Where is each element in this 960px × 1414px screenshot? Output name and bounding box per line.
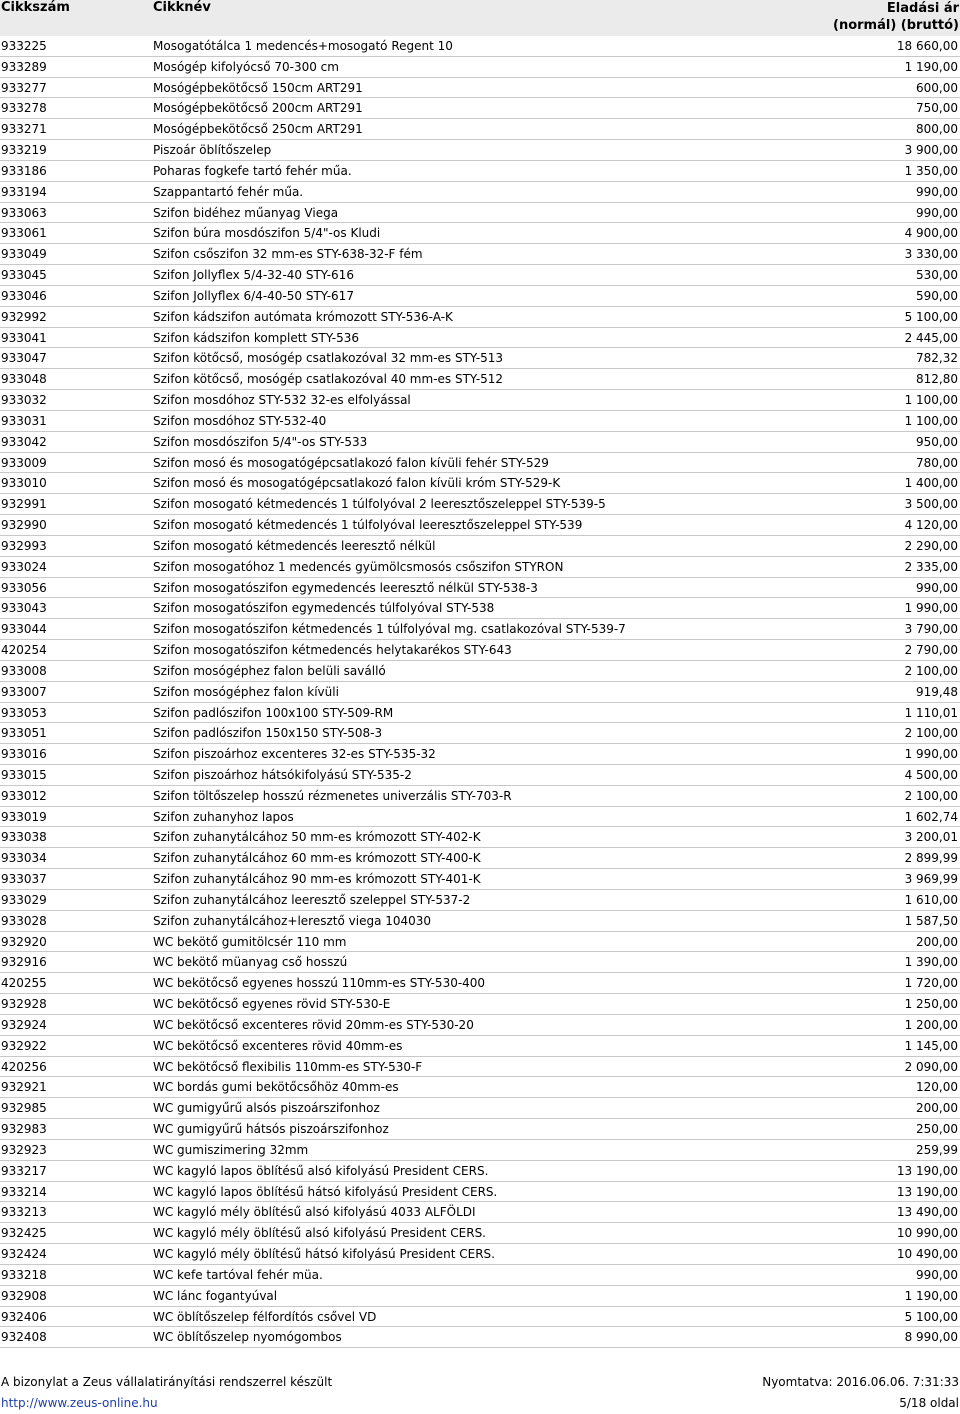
row-name: Szifon mosogató kétmedencés 1 túlfolyóval 2 leeresztőszeleppel STY-539-5 bbox=[153, 497, 606, 512]
row-name: WC öblítőszelep félfordítós csővel VD bbox=[153, 1309, 377, 1324]
row-code: 933271 bbox=[1, 122, 47, 137]
row-code: 932990 bbox=[1, 518, 47, 533]
row-name: Szifon mosdószifon 5/4"-os STY-533 bbox=[153, 434, 368, 449]
table-row bbox=[0, 515, 960, 536]
table-row bbox=[0, 682, 960, 703]
row-price: 2 445,00 bbox=[904, 330, 958, 345]
row-code: 933213 bbox=[1, 1205, 47, 1220]
footer-print-date: Nyomtatva: 2016.06.06. 7:31:33 bbox=[762, 1375, 959, 1389]
row-name: Szifon búra mosdószifon 5/4"-os Kludi bbox=[153, 226, 381, 241]
row-code: 933031 bbox=[1, 413, 47, 428]
row-code: 933219 bbox=[1, 143, 47, 158]
table-row bbox=[0, 848, 960, 869]
row-price: 2 290,00 bbox=[904, 538, 958, 553]
row-price: 2 335,00 bbox=[904, 559, 958, 574]
row-name: WC kagyló mély öblítésű alsó kifolyású 4033 ALFÖLDI bbox=[153, 1205, 476, 1220]
row-name: Szifon padlószifon 150x150 STY-508-3 bbox=[153, 726, 383, 741]
row-price: 3 500,00 bbox=[904, 497, 958, 512]
row-name: WC kagyló mély öblítésű alsó kifolyású President CERS. bbox=[153, 1226, 486, 1241]
table-row bbox=[0, 78, 960, 99]
row-code: 933289 bbox=[1, 59, 47, 74]
row-price: 3 330,00 bbox=[904, 247, 958, 262]
table-row bbox=[0, 411, 960, 432]
table-row bbox=[0, 703, 960, 724]
row-code: 933051 bbox=[1, 726, 47, 741]
row-price: 8 990,00 bbox=[904, 1330, 958, 1345]
row-price: 1 200,00 bbox=[904, 1017, 958, 1032]
table-row bbox=[0, 973, 960, 994]
row-price: 4 500,00 bbox=[904, 767, 958, 782]
row-price: 13 190,00 bbox=[896, 1184, 958, 1199]
row-code: 932993 bbox=[1, 538, 47, 553]
table-row bbox=[0, 182, 960, 203]
table-row bbox=[0, 1036, 960, 1057]
row-name: Szifon mosogatóhoz 1 medencés gyümölcsmosós csőszifon STYRON bbox=[153, 559, 564, 574]
row-name: Szifon csőszifon 32 mm-es STY-638-32-F fém bbox=[153, 247, 423, 262]
row-price: 1 145,00 bbox=[904, 1038, 958, 1053]
row-name: WC bekötő müanyag cső hosszú bbox=[153, 955, 348, 970]
table-row bbox=[0, 473, 960, 494]
row-price: 1 250,00 bbox=[904, 997, 958, 1012]
row-price: 120,00 bbox=[916, 1080, 958, 1095]
table-row bbox=[0, 453, 960, 474]
row-code: 933009 bbox=[1, 455, 47, 470]
table-row bbox=[0, 744, 960, 765]
column-header-name: Cikknév bbox=[153, 0, 211, 15]
row-price: 1 390,00 bbox=[904, 955, 958, 970]
table-header bbox=[0, 0, 960, 36]
row-price: 1 990,00 bbox=[904, 747, 958, 762]
table-row bbox=[0, 1098, 960, 1119]
row-code: 932923 bbox=[1, 1142, 47, 1157]
table-row bbox=[0, 307, 960, 328]
table-row bbox=[0, 1327, 960, 1348]
row-name: Szifon kádszifon komplett STY-536 bbox=[153, 330, 360, 345]
row-code: 933061 bbox=[1, 226, 47, 241]
table-row bbox=[0, 265, 960, 286]
row-code: 933217 bbox=[1, 1163, 47, 1178]
row-name: Szifon zuhanytálcához 90 mm-es krómozott STY-401-K bbox=[153, 872, 481, 887]
row-name: Szifon zuhanytálcához 60 mm-es krómozott STY-400-K bbox=[153, 851, 481, 866]
row-code: 932406 bbox=[1, 1309, 47, 1324]
table-row bbox=[0, 161, 960, 182]
row-name: Szifon zuhanytálcához leeresztő szeleppel STY-537-2 bbox=[153, 892, 471, 907]
table-row bbox=[0, 786, 960, 807]
row-price: 800,00 bbox=[916, 122, 958, 137]
row-price: 2 790,00 bbox=[904, 643, 958, 658]
row-name: Szappantartó fehér műa. bbox=[153, 184, 304, 199]
row-price: 2 100,00 bbox=[904, 663, 958, 678]
row-price: 590,00 bbox=[916, 288, 958, 303]
row-name: Szifon mosogatószifon egymedencés leeresztő nélkül STY-538-3 bbox=[153, 580, 538, 595]
row-code: 932408 bbox=[1, 1330, 47, 1345]
row-code: 933194 bbox=[1, 184, 47, 199]
row-name: Szifon mosdóhoz STY-532 32-es elfolyással bbox=[153, 393, 411, 408]
row-code: 420256 bbox=[1, 1059, 47, 1074]
price-label-line2: (normál) (bruttó) bbox=[833, 18, 959, 33]
row-name: Szifon kötőcső, mosógép csatlakozóval 40 mm-es STY-512 bbox=[153, 372, 504, 387]
table-row bbox=[0, 1286, 960, 1307]
table-row bbox=[0, 598, 960, 619]
row-name: Szifon mosógéphez falon kívüli bbox=[153, 684, 339, 699]
row-name: WC bekötőcső egyenes hosszú 110mm-es STY-530-400 bbox=[153, 976, 486, 991]
row-name: Szifon Jollyflex 5/4-32-40 STY-616 bbox=[153, 268, 354, 283]
row-price: 3 969,99 bbox=[904, 872, 958, 887]
table-row bbox=[0, 640, 960, 661]
row-name: WC kagyló mély öblítésű hátsó kifolyású President CERS. bbox=[153, 1247, 495, 1262]
row-name: WC kagyló lapos öblítésű alsó kifolyású President CERS. bbox=[153, 1163, 489, 1178]
row-price: 18 660,00 bbox=[896, 39, 958, 53]
row-name: Szifon mosó és mosogatógépcsatlakozó falon kívüli fehér STY-529 bbox=[153, 455, 549, 470]
table-row bbox=[0, 578, 960, 599]
table-row bbox=[0, 994, 960, 1015]
row-price: 1 610,00 bbox=[904, 892, 958, 907]
row-price: 4 900,00 bbox=[904, 226, 958, 241]
row-code: 932908 bbox=[1, 1288, 47, 1303]
row-code: 933044 bbox=[1, 622, 47, 637]
price-label-line1: Eladási ár bbox=[886, 1, 959, 16]
page-footer bbox=[0, 1375, 960, 1414]
row-code: 933277 bbox=[1, 80, 47, 95]
row-code: 932916 bbox=[1, 955, 47, 970]
row-name: WC bekötőcső excenteres rövid 20mm-es STY-530-20 bbox=[153, 1017, 474, 1032]
row-code: 932983 bbox=[1, 1122, 47, 1137]
row-name: Szifon mosdóhoz STY-532-40 bbox=[153, 413, 327, 428]
row-name: WC kefe tartóval fehér müa. bbox=[153, 1267, 323, 1282]
table-row bbox=[0, 1140, 960, 1161]
table-row bbox=[0, 1307, 960, 1328]
row-name: Szifon zuhanyhoz lapos bbox=[153, 809, 294, 824]
row-code: 933046 bbox=[1, 288, 47, 303]
row-price: 530,00 bbox=[916, 268, 958, 283]
row-price: 4 120,00 bbox=[904, 518, 958, 533]
table-row bbox=[0, 827, 960, 848]
row-price: 780,00 bbox=[916, 455, 958, 470]
row-code: 933043 bbox=[1, 601, 47, 616]
table-row bbox=[0, 140, 960, 161]
table-row bbox=[0, 1015, 960, 1036]
product-table-body bbox=[0, 36, 960, 1348]
row-name: WC bordás gumi bekötőcsőhöz 40mm-es bbox=[153, 1080, 399, 1095]
row-name: Szifon zuhanytálcához+leresztő viega 104030 bbox=[153, 913, 432, 928]
row-name: Szifon padlószifon 100x100 STY-509-RM bbox=[153, 705, 394, 720]
table-row bbox=[0, 807, 960, 828]
row-code: 933278 bbox=[1, 101, 47, 116]
row-name: Szifon kötőcső, mosógép csatlakozóval 32 mm-es STY-513 bbox=[153, 351, 504, 366]
row-name: WC gumigyűrű hátsós piszoárszifonhoz bbox=[153, 1122, 389, 1137]
row-name: Mosogatótálca 1 medencés+mosogató Regent 10 bbox=[153, 39, 453, 53]
row-price: 990,00 bbox=[916, 1267, 958, 1282]
row-name: Mosógép kifolyócső 70-300 cm bbox=[153, 59, 339, 74]
row-price: 13 490,00 bbox=[896, 1205, 958, 1220]
row-name: WC gumiszimering 32mm bbox=[153, 1142, 309, 1157]
row-name: Szifon töltőszelep hosszú rézmenetes univerzális STY-703-R bbox=[153, 788, 512, 803]
table-row bbox=[0, 369, 960, 390]
table-row bbox=[0, 723, 960, 744]
row-name: WC lánc fogantyúval bbox=[153, 1288, 278, 1303]
row-code: 933024 bbox=[1, 559, 47, 574]
row-name: Szifon mosogatószifon egymedencés túlfolyóval STY-538 bbox=[153, 601, 495, 616]
row-code: 420255 bbox=[1, 976, 47, 991]
table-row bbox=[0, 223, 960, 244]
row-price: 1 350,00 bbox=[904, 163, 958, 178]
row-code: 932924 bbox=[1, 1017, 47, 1032]
table-row bbox=[0, 869, 960, 890]
row-code: 420254 bbox=[1, 643, 47, 658]
row-price: 2 899,99 bbox=[904, 851, 958, 866]
row-code: 933008 bbox=[1, 663, 47, 678]
table-row bbox=[0, 557, 960, 578]
row-price: 990,00 bbox=[916, 205, 958, 220]
row-code: 933007 bbox=[1, 684, 47, 699]
row-code: 933063 bbox=[1, 205, 47, 220]
row-code: 933225 bbox=[1, 39, 47, 53]
row-name: WC bekötő gumitölcsér 110 mm bbox=[153, 934, 347, 949]
row-name: Szifon mosogatószifon kétmedencés 1 túlfolyóval mg. csatlakozóval STY-539-7 bbox=[153, 622, 626, 637]
row-price: 1 100,00 bbox=[904, 393, 958, 408]
row-name: Szifon mosógéphez falon belüli saválló bbox=[153, 663, 386, 678]
row-code: 933049 bbox=[1, 247, 47, 262]
row-name: Mosógépbekötőcső 150cm ART291 bbox=[153, 80, 363, 95]
row-code: 933016 bbox=[1, 747, 47, 762]
table-row bbox=[0, 286, 960, 307]
table-row bbox=[0, 1161, 960, 1182]
row-price: 812,80 bbox=[916, 372, 958, 387]
table-row bbox=[0, 911, 960, 932]
row-code: 933012 bbox=[1, 788, 47, 803]
row-code: 933028 bbox=[1, 913, 47, 928]
table-row bbox=[0, 494, 960, 515]
row-code: 933041 bbox=[1, 330, 47, 345]
row-price: 950,00 bbox=[916, 434, 958, 449]
table-row bbox=[0, 765, 960, 786]
row-code: 933015 bbox=[1, 767, 47, 782]
row-price: 3 900,00 bbox=[904, 143, 958, 158]
row-name: Szifon Jollyflex 6/4-40-50 STY-617 bbox=[153, 288, 354, 303]
row-price: 10 490,00 bbox=[896, 1247, 958, 1262]
row-price: 5 100,00 bbox=[904, 309, 958, 324]
row-code: 933218 bbox=[1, 1267, 47, 1282]
table-row bbox=[0, 119, 960, 140]
row-code: 932424 bbox=[1, 1247, 47, 1262]
row-code: 933010 bbox=[1, 476, 47, 491]
row-code: 933053 bbox=[1, 705, 47, 720]
row-name: Szifon mosogatószifon kétmedencés helytakarékos STY-643 bbox=[153, 643, 512, 658]
table-row bbox=[0, 36, 960, 57]
row-code: 932425 bbox=[1, 1226, 47, 1241]
row-name: Szifon piszoárhoz excenteres 32-es STY-535-32 bbox=[153, 747, 436, 762]
table-row bbox=[0, 619, 960, 640]
row-price: 990,00 bbox=[916, 184, 958, 199]
row-code: 932922 bbox=[1, 1038, 47, 1053]
row-code: 933214 bbox=[1, 1184, 47, 1199]
table-row bbox=[0, 328, 960, 349]
table-row bbox=[0, 1057, 960, 1078]
row-price: 5 100,00 bbox=[904, 1309, 958, 1324]
row-price: 1 190,00 bbox=[904, 59, 958, 74]
row-name: Szifon bidéhez műanyag Viega bbox=[153, 205, 339, 220]
table-row bbox=[0, 57, 960, 78]
row-name: Szifon piszoárhoz hátsókifolyású STY-535-2 bbox=[153, 767, 412, 782]
row-price: 3 790,00 bbox=[904, 622, 958, 637]
row-price: 919,48 bbox=[916, 684, 958, 699]
row-price: 990,00 bbox=[916, 580, 958, 595]
row-code: 932928 bbox=[1, 997, 47, 1012]
table-row bbox=[0, 1202, 960, 1223]
row-name: Szifon kádszifon autómata krómozott STY-536-A-K bbox=[153, 309, 453, 324]
row-price: 1 190,00 bbox=[904, 1288, 958, 1303]
row-price: 1 720,00 bbox=[904, 976, 958, 991]
table-row bbox=[0, 661, 960, 682]
row-price: 2 100,00 bbox=[904, 788, 958, 803]
row-name: Mosógépbekötőcső 200cm ART291 bbox=[153, 101, 363, 116]
row-code: 932985 bbox=[1, 1101, 47, 1116]
row-code: 932992 bbox=[1, 309, 47, 324]
row-code: 933029 bbox=[1, 892, 47, 907]
row-price: 200,00 bbox=[916, 1101, 958, 1116]
row-code: 933056 bbox=[1, 580, 47, 595]
row-price: 13 190,00 bbox=[896, 1163, 958, 1178]
row-name: WC bekötőcső excenteres rövid 40mm-es bbox=[153, 1038, 403, 1053]
row-price: 1 587,50 bbox=[904, 913, 958, 928]
row-code: 932920 bbox=[1, 934, 47, 949]
row-name: Szifon zuhanytálcához 50 mm-es krómozott STY-402-K bbox=[153, 830, 481, 845]
table-row bbox=[0, 203, 960, 224]
table-row bbox=[0, 890, 960, 911]
row-price: 10 990,00 bbox=[896, 1226, 958, 1241]
table-row bbox=[0, 932, 960, 953]
row-price: 3 200,01 bbox=[904, 830, 958, 845]
table-row bbox=[0, 390, 960, 411]
table-row bbox=[0, 952, 960, 973]
table-row bbox=[0, 1077, 960, 1098]
footer-page-number: 5/18 oldal bbox=[899, 1396, 959, 1410]
row-code: 933038 bbox=[1, 830, 47, 845]
row-price: 200,00 bbox=[916, 934, 958, 949]
row-name: WC gumigyűrű alsós piszoárszifonhoz bbox=[153, 1101, 380, 1116]
table-row bbox=[0, 536, 960, 557]
row-name: Szifon mosogató kétmedencés 1 túlfolyóval leeresztőszeleppel STY-539 bbox=[153, 518, 583, 533]
row-code: 933034 bbox=[1, 851, 47, 866]
table-row bbox=[0, 1244, 960, 1265]
row-price: 2 090,00 bbox=[904, 1059, 958, 1074]
row-price: 1 602,74 bbox=[904, 809, 958, 824]
row-code: 932921 bbox=[1, 1080, 47, 1095]
row-price: 600,00 bbox=[916, 80, 958, 95]
row-code: 933019 bbox=[1, 809, 47, 824]
row-code: 933047 bbox=[1, 351, 47, 366]
row-code: 933045 bbox=[1, 268, 47, 283]
table-row bbox=[0, 1119, 960, 1140]
row-code: 932991 bbox=[1, 497, 47, 512]
row-name: Poharas fogkefe tartó fehér műa. bbox=[153, 163, 352, 178]
row-name: WC öblítőszelep nyomógombos bbox=[153, 1330, 342, 1345]
table-row bbox=[0, 1182, 960, 1203]
row-price: 1 400,00 bbox=[904, 476, 958, 491]
row-code: 933042 bbox=[1, 434, 47, 449]
row-price: 259,99 bbox=[916, 1142, 958, 1157]
row-price: 250,00 bbox=[916, 1122, 958, 1137]
row-code: 933186 bbox=[1, 163, 47, 178]
row-code: 933037 bbox=[1, 872, 47, 887]
row-price: 782,32 bbox=[916, 351, 958, 366]
table-row bbox=[0, 1223, 960, 1244]
row-price: 2 100,00 bbox=[904, 726, 958, 741]
row-code: 933048 bbox=[1, 372, 47, 387]
row-code: 933032 bbox=[1, 393, 47, 408]
table-row bbox=[0, 432, 960, 453]
row-price: 1 100,00 bbox=[904, 413, 958, 428]
row-price: 750,00 bbox=[916, 101, 958, 116]
table-row bbox=[0, 244, 960, 265]
table-row bbox=[0, 348, 960, 369]
row-price: 1 990,00 bbox=[904, 601, 958, 616]
row-name: Mosógépbekötőcső 250cm ART291 bbox=[153, 122, 363, 137]
column-header-price bbox=[833, 0, 959, 34]
row-name: Szifon mosó és mosogatógépcsatlakozó falon kívüli króm STY-529-K bbox=[153, 476, 561, 491]
table-row bbox=[0, 1265, 960, 1286]
table-row bbox=[0, 98, 960, 119]
row-price: 1 110,01 bbox=[904, 705, 958, 720]
row-name: WC bekötőcső egyenes rövid STY-530-E bbox=[153, 997, 391, 1012]
row-name: Piszoár öblítőszelep bbox=[153, 143, 272, 158]
row-name: Szifon mosogató kétmedencés leeresztő nélkül bbox=[153, 538, 436, 553]
footer-url-link[interactable]: http://www.zeus-online.hu bbox=[1, 1396, 158, 1410]
footer-generated-by: A bizonylat a Zeus vállalatirányítási rendszerrel készült bbox=[1, 1375, 333, 1389]
row-name: WC bekötőcső flexibilis 110mm-es STY-530-F bbox=[153, 1059, 423, 1074]
column-header-code: Cikkszám bbox=[1, 0, 70, 15]
row-name: WC kagyló lapos öblítésű hátsó kifolyású President CERS. bbox=[153, 1184, 498, 1199]
